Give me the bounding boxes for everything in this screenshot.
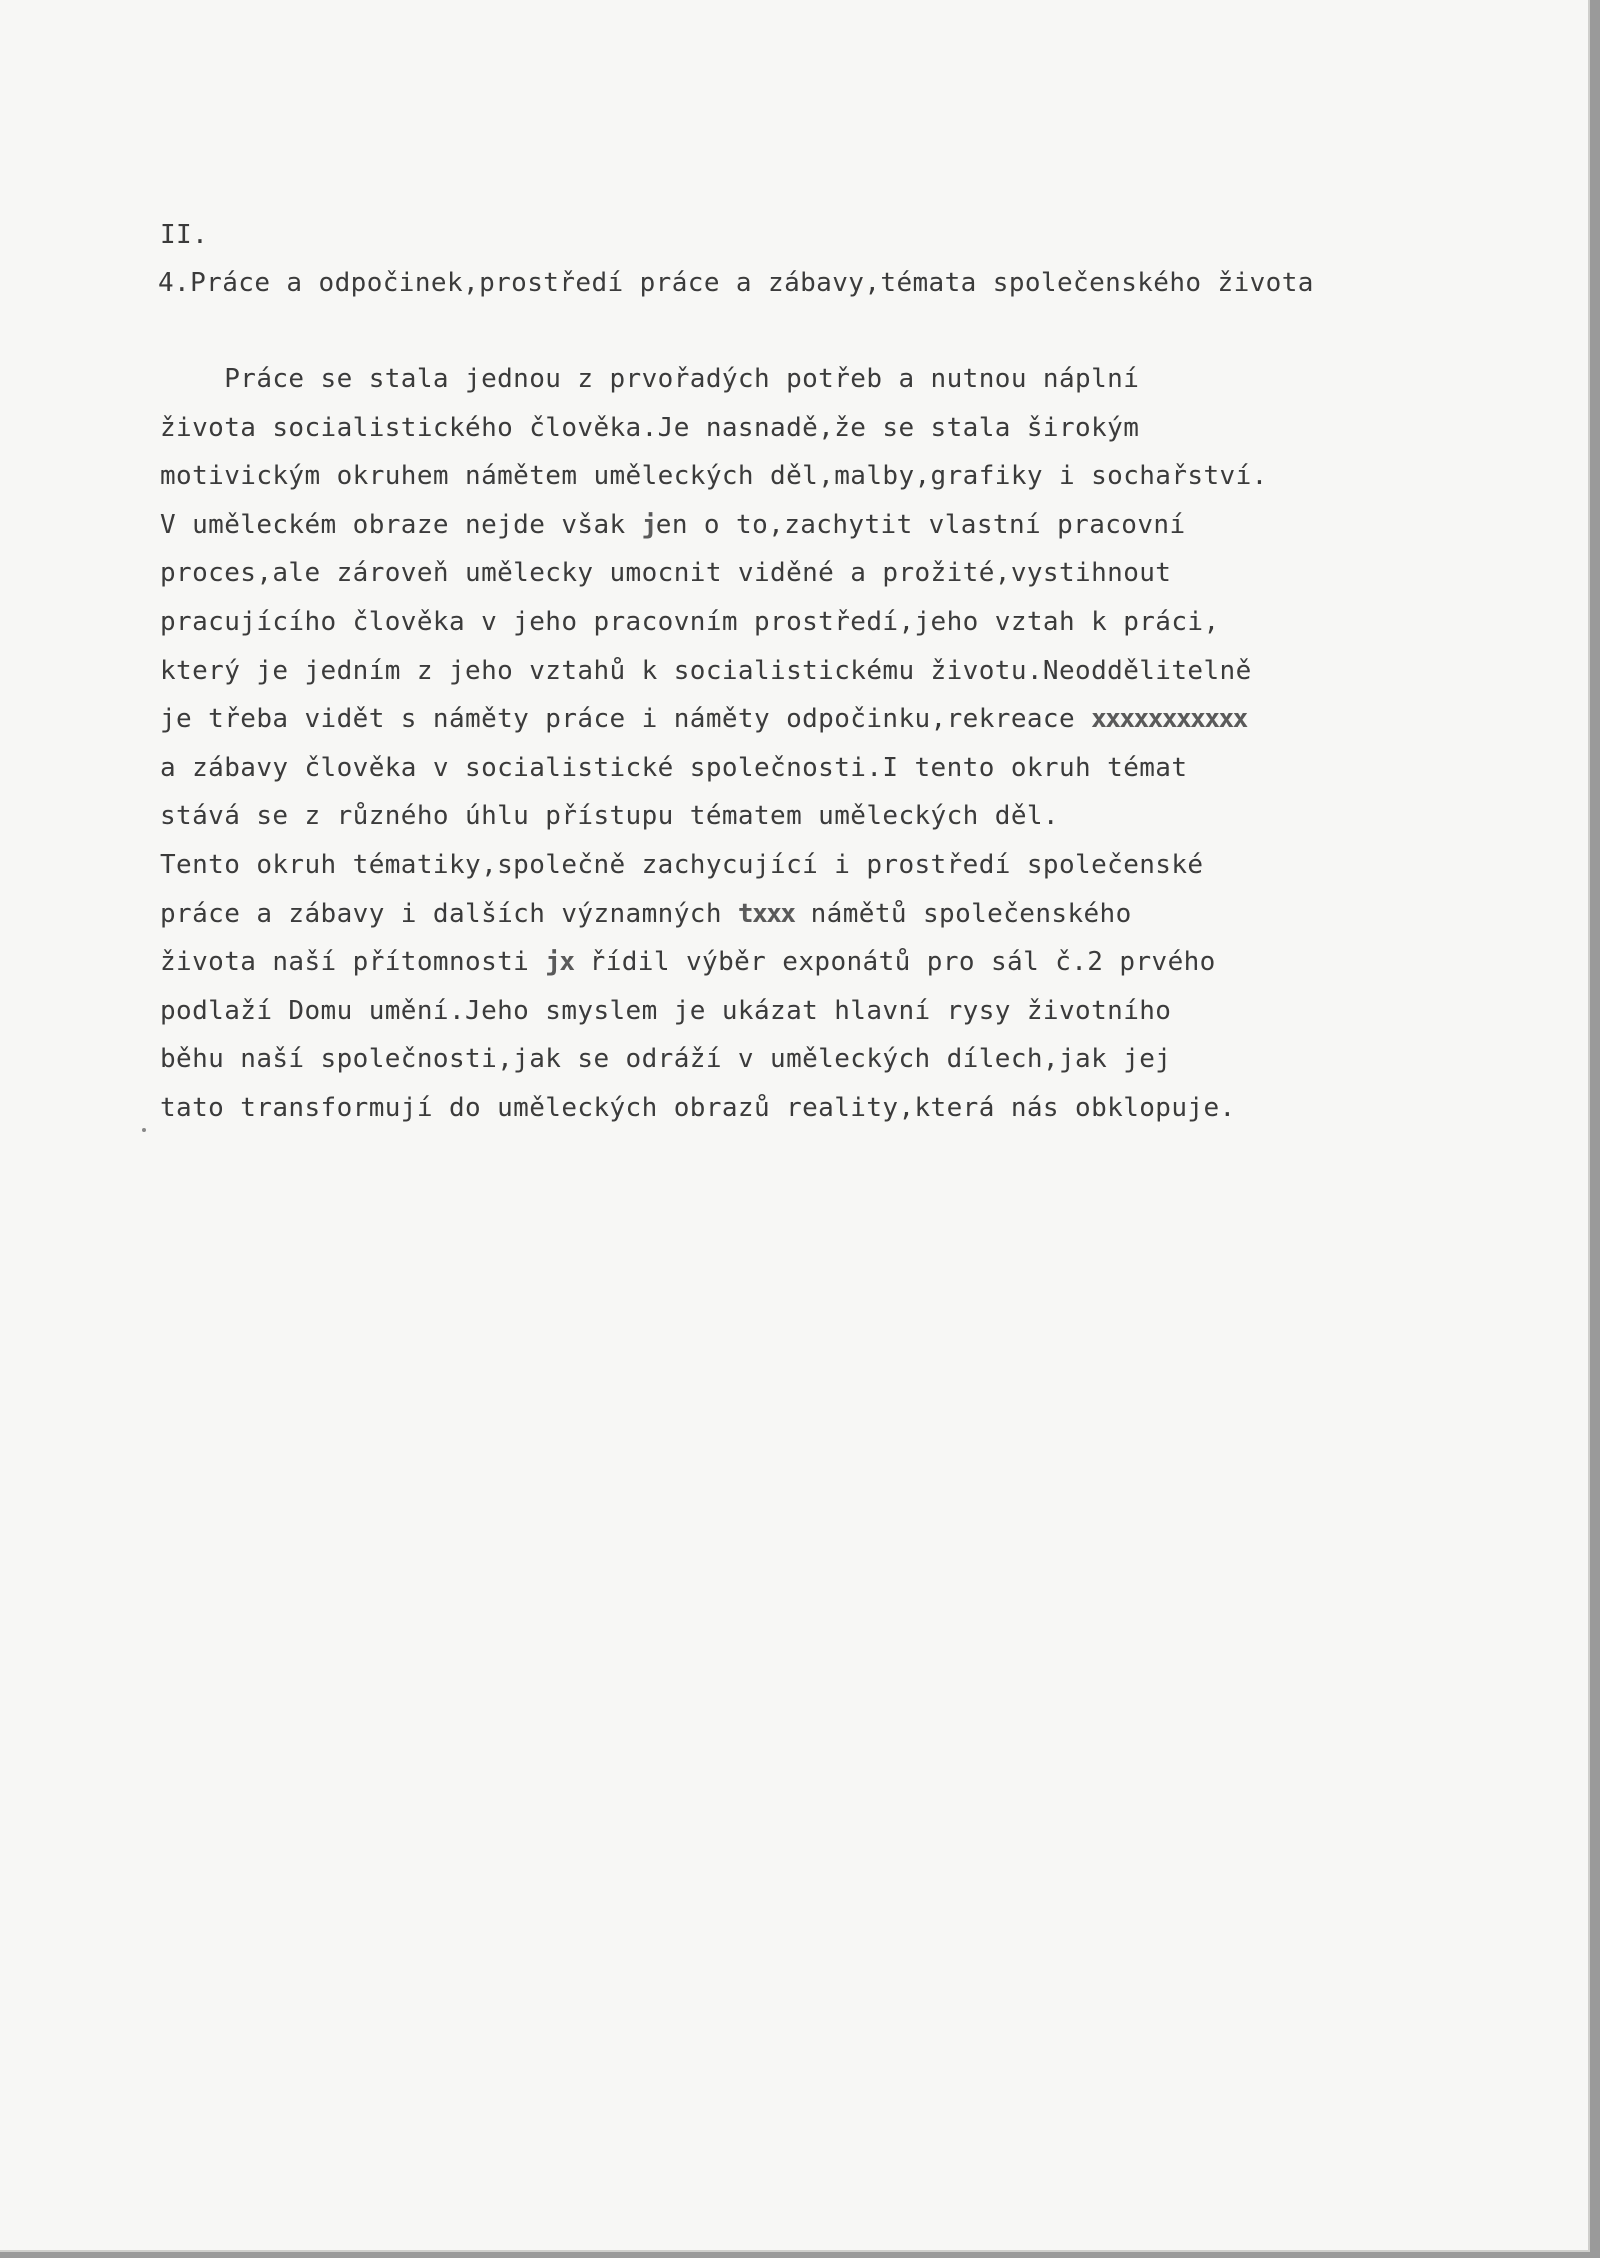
text-line-content: tato transformují do uměleckých obrazů reality,která nás obklopuje. [160, 1093, 1236, 1123]
section-title: 4.Práce a odpočinek,prostředí práce a zábavy,témata společenského života [158, 268, 1314, 298]
text-line-content: a zábavy člověka v socialistické společnosti.I tento okruh témat [160, 752, 1188, 783]
text-line [160, 995, 1172, 1026]
text-line [160, 704, 1247, 735]
text-line [160, 947, 1216, 978]
struck-out-characters: jx [545, 947, 574, 978]
section-number: II. [160, 220, 209, 250]
text-line [160, 655, 1252, 686]
struck-out-characters: txxx [737, 898, 795, 929]
text-line [160, 366, 1139, 392]
struck-out-characters: xxxxxxxxxxx [1091, 704, 1247, 735]
text-line-content: V uměleckém obraze nejde však [160, 509, 642, 540]
text-line [160, 1095, 1236, 1121]
text-line-content: proces,ale zároveň umělecky umocnit viděné a prožité,vystihnout [160, 558, 1172, 589]
text-line-content: běhu naší společnosti,jak se odráží v uměleckých dílech,jak jej [160, 1044, 1172, 1075]
text-line-content: motivickým okruhem námětem uměleckých děl,malby,grafiky i sochařství. [160, 461, 1268, 492]
text-line [160, 852, 1203, 878]
text-line [160, 1044, 1172, 1075]
text-line-continuation: řídil výběr exponátů pro sál č.2 prvého [573, 947, 1216, 978]
text-line [160, 609, 1220, 635]
text-line-continuation: námětů společenského [794, 898, 1132, 929]
text-line [160, 558, 1172, 589]
text-line-content: stává se z různého úhlu přístupu tématem uměleckých děl. [160, 801, 1059, 832]
text-line-content: který je jedním z jeho vztahů k socialistickému životu.Neoddělitelně [160, 655, 1252, 686]
text-line [160, 801, 1059, 832]
text-line-content: života socialistického člověka.Je nasnadě,že se stala širokým [160, 412, 1140, 443]
struck-out-characters: j [641, 509, 656, 540]
paper-speck [142, 1128, 146, 1132]
text-line-content: podlaží Domu umění.Jeho smyslem je ukázat hlavní rysy životního [160, 995, 1172, 1026]
text-line [160, 412, 1140, 443]
text-line-content: života naší přítomnosti [160, 947, 546, 978]
text-line [160, 509, 1186, 540]
text-line [160, 898, 1132, 929]
text-line-content: Tento okruh tématiky,společně zachycující i prostředí společenské [160, 850, 1204, 880]
text-line-continuation: en o to,zachytit vlastní pracovní [655, 509, 1186, 540]
text-line [160, 752, 1188, 783]
text-line-content: pracujícího člověka v jeho pracovním prostředí,jeho vztah k práci, [160, 607, 1220, 637]
text-line-content: Práce se stala jednou z prvořadých potřeb a nutnou náplní [160, 364, 1140, 394]
text-line-content: je třeba vidět s náměty práce i náměty odpočinku,rekreace [160, 704, 1092, 735]
text-line-content: práce a zábavy i dalších významných [160, 898, 738, 929]
text-line [160, 461, 1268, 492]
